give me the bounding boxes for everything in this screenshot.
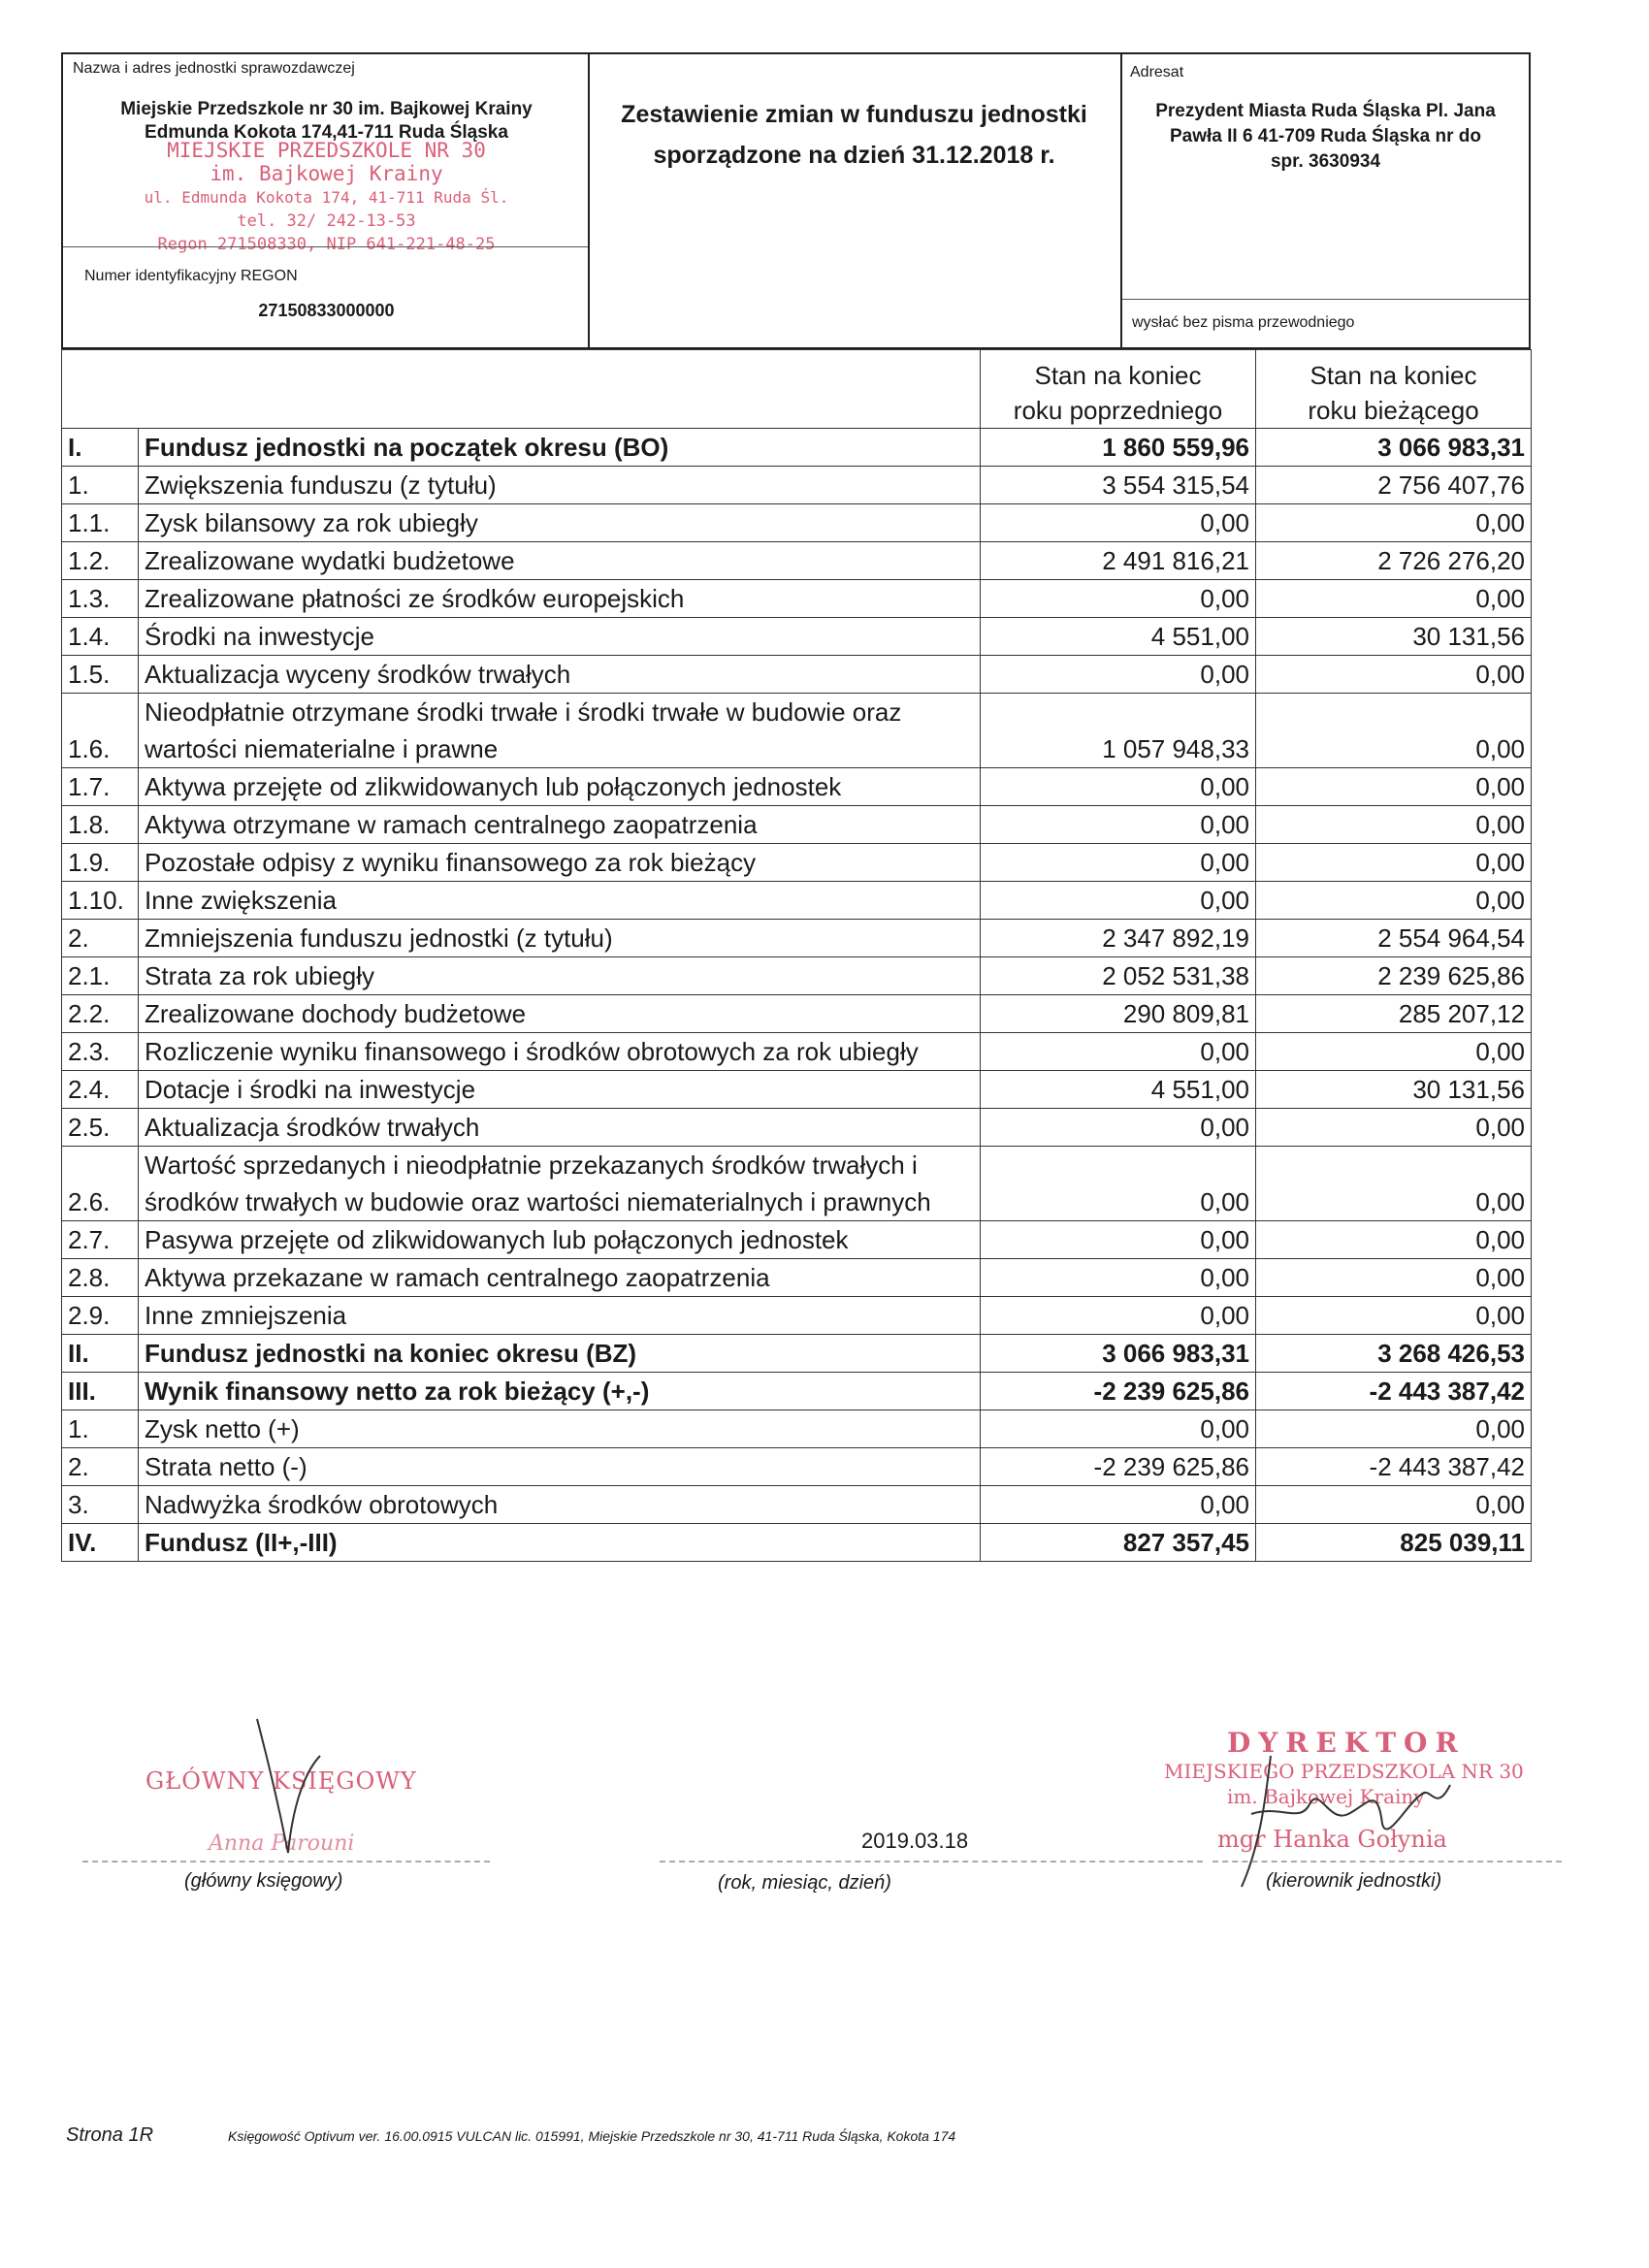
table-row bbox=[62, 429, 1532, 467]
addressee-name: Prezydent Miasta Ruda Śląska Pl. Jana bbox=[1155, 101, 1496, 121]
table-row bbox=[62, 1071, 1532, 1109]
table-row bbox=[62, 844, 1532, 882]
value-prev-year: 1 057 948,33 bbox=[981, 694, 1256, 768]
unit-address: Edmunda Kokota 174,41-711 Ruda Śląska bbox=[145, 122, 508, 143]
report-date: sporządzone na dzień 31.12.2018 r. bbox=[653, 142, 1055, 169]
row-label: Zysk bilansowy za rok ubiegły bbox=[139, 504, 981, 542]
value-curr-year: 0,00 bbox=[1256, 1221, 1532, 1259]
value-curr-year: 0,00 bbox=[1256, 656, 1532, 694]
value-prev-year: 4 551,00 bbox=[981, 618, 1256, 656]
director-signature-line bbox=[1212, 1861, 1562, 1863]
value-curr-year: 0,00 bbox=[1256, 1033, 1532, 1071]
table-row bbox=[62, 1448, 1532, 1486]
header-blank-cell bbox=[62, 350, 981, 429]
table-row bbox=[62, 1297, 1532, 1335]
value-prev-year: 2 052 531,38 bbox=[981, 957, 1256, 995]
table-row bbox=[62, 580, 1532, 618]
table-row bbox=[62, 1259, 1532, 1297]
report-title-box bbox=[590, 54, 1122, 347]
value-curr-year: 0,00 bbox=[1256, 1147, 1532, 1221]
value-prev-year: 0,00 bbox=[981, 504, 1256, 542]
row-label: Inne zwiększenia bbox=[139, 882, 981, 920]
table-row bbox=[62, 1410, 1532, 1448]
value-prev-year: 0,00 bbox=[981, 1259, 1256, 1297]
row-label: Strata netto (-) bbox=[139, 1448, 981, 1486]
value-prev-year: 1 860 559,96 bbox=[981, 429, 1256, 467]
signature-date: 2019.03.18 bbox=[861, 1829, 969, 1853]
table-row bbox=[62, 1109, 1532, 1147]
addressee-label: Adresat bbox=[1130, 64, 1184, 81]
value-curr-year: 0,00 bbox=[1256, 806, 1532, 844]
value-prev-year: -2 239 625,86 bbox=[981, 1373, 1256, 1410]
column-header-text: Stan na koniec bbox=[1034, 361, 1202, 390]
value-prev-year: 0,00 bbox=[981, 768, 1256, 806]
column-header-curr-year bbox=[1256, 350, 1532, 429]
addressee-box bbox=[1122, 54, 1529, 347]
value-prev-year: 0,00 bbox=[981, 806, 1256, 844]
row-label: Inne zmniejszenia bbox=[139, 1297, 981, 1335]
row-number: 1.6. bbox=[62, 694, 139, 768]
accountant-stamp-title: GŁÓWNY KSIĘGOWY bbox=[146, 1767, 417, 1795]
value-curr-year: 0,00 bbox=[1256, 1410, 1532, 1448]
value-curr-year: 30 131,56 bbox=[1256, 1071, 1532, 1109]
value-curr-year: 0,00 bbox=[1256, 1259, 1532, 1297]
row-label: Aktywa otrzymane w ramach centralnego zaopatrzenia bbox=[139, 806, 981, 844]
value-curr-year: 3 268 426,53 bbox=[1256, 1335, 1532, 1373]
value-curr-year: 0,00 bbox=[1256, 694, 1532, 768]
date-line bbox=[660, 1861, 1203, 1863]
row-label: Aktualizacja wyceny środków trwałych bbox=[139, 656, 981, 694]
table-row bbox=[62, 957, 1532, 995]
value-curr-year: 3 066 983,31 bbox=[1256, 429, 1532, 467]
row-label: Rozliczenie wyniku finansowego i środków obrotowych za rok ubiegły bbox=[139, 1033, 981, 1071]
value-curr-year: 0,00 bbox=[1256, 768, 1532, 806]
value-curr-year: 2 756 407,76 bbox=[1256, 467, 1532, 504]
unit-stamp-line: tel. 32/ 242-13-53 bbox=[237, 211, 416, 231]
table-header-row bbox=[62, 350, 1532, 429]
value-prev-year: 0,00 bbox=[981, 1033, 1256, 1071]
row-number: 1.2. bbox=[62, 542, 139, 580]
addressee-address: Pawła II 6 41-709 Ruda Śląska nr do bbox=[1169, 126, 1482, 146]
row-label: Fundusz jednostki na początek okresu (BO) bbox=[139, 429, 981, 467]
row-label: Pozostałe odpisy z wyniku finansowego za rok bieżący bbox=[139, 844, 981, 882]
value-curr-year: -2 443 387,42 bbox=[1256, 1373, 1532, 1410]
value-curr-year: 0,00 bbox=[1256, 580, 1532, 618]
value-prev-year: -2 239 625,86 bbox=[981, 1448, 1256, 1486]
table-row bbox=[62, 1147, 1532, 1221]
unit-stamp-line: Regon 271508330, NIP 641-221-48-25 bbox=[157, 235, 496, 254]
row-label: Zrealizowane wydatki budżetowe bbox=[139, 542, 981, 580]
value-prev-year: 3 066 983,31 bbox=[981, 1335, 1256, 1373]
value-curr-year: 0,00 bbox=[1256, 1297, 1532, 1335]
row-label: Aktywa przejęte od zlikwidowanych lub połączonych jednostek bbox=[139, 768, 981, 806]
director-stamp-title: DYREKTOR bbox=[1227, 1727, 1466, 1759]
row-label: Środki na inwestycje bbox=[139, 618, 981, 656]
value-curr-year: -2 443 387,42 bbox=[1256, 1448, 1532, 1486]
value-prev-year: 0,00 bbox=[981, 1147, 1256, 1221]
send-note: wysłać bez pisma przewodniego bbox=[1132, 314, 1355, 331]
row-number: 2.4. bbox=[62, 1071, 139, 1109]
row-number: 1.4. bbox=[62, 618, 139, 656]
value-curr-year: 0,00 bbox=[1256, 1486, 1532, 1524]
value-curr-year: 0,00 bbox=[1256, 882, 1532, 920]
row-number: 1.9. bbox=[62, 844, 139, 882]
director-stamp-line: MIEJSKIEGO PRZEDSZKOLA NR 30 bbox=[1164, 1760, 1524, 1783]
table-row bbox=[62, 806, 1532, 844]
reporting-unit-box bbox=[63, 54, 590, 347]
row-number: 2.9. bbox=[62, 1297, 139, 1335]
value-curr-year: 0,00 bbox=[1256, 844, 1532, 882]
value-prev-year: 3 554 315,54 bbox=[981, 467, 1256, 504]
value-curr-year: 30 131,56 bbox=[1256, 618, 1532, 656]
unit-stamp-line: im. Bajkowej Krainy bbox=[210, 162, 443, 185]
value-prev-year: 0,00 bbox=[981, 1221, 1256, 1259]
table-row bbox=[62, 1221, 1532, 1259]
value-curr-year: 0,00 bbox=[1256, 1109, 1532, 1147]
table-row bbox=[62, 995, 1532, 1033]
row-number: 2.1. bbox=[62, 957, 139, 995]
unit-stamp-line: MIEJSKIE PRZEDSZKOLE NR 30 bbox=[167, 139, 486, 162]
row-number: 2.5. bbox=[62, 1109, 139, 1147]
row-number: 1.7. bbox=[62, 768, 139, 806]
row-label: Zrealizowane płatności ze środków europejskich bbox=[139, 580, 981, 618]
value-prev-year: 0,00 bbox=[981, 1486, 1256, 1524]
value-curr-year: 2 554 964,54 bbox=[1256, 920, 1532, 957]
row-number: 1.3. bbox=[62, 580, 139, 618]
row-label: Aktywa przekazane w ramach centralnego zaopatrzenia bbox=[139, 1259, 981, 1297]
row-label: Zrealizowane dochody budżetowe bbox=[139, 995, 981, 1033]
row-label: Zwiększenia funduszu (z tytułu) bbox=[139, 467, 981, 504]
row-number: IV. bbox=[62, 1524, 139, 1562]
table-body bbox=[62, 429, 1532, 1562]
table-row bbox=[62, 1033, 1532, 1071]
director-stamp-line: im. Bajkowej Krainy bbox=[1227, 1785, 1425, 1808]
value-curr-year: 825 039,11 bbox=[1256, 1524, 1532, 1562]
unit-divider bbox=[63, 246, 588, 247]
table-row bbox=[62, 920, 1532, 957]
table-row bbox=[62, 1486, 1532, 1524]
value-curr-year: 2 239 625,86 bbox=[1256, 957, 1532, 995]
table-row bbox=[62, 1335, 1532, 1373]
column-header-text: roku bieżącego bbox=[1308, 396, 1479, 425]
table-row bbox=[62, 504, 1532, 542]
unit-stamp bbox=[63, 140, 590, 256]
accountant-stamp-name: Anna Parouni bbox=[209, 1831, 355, 1856]
page-number: Strona 1R bbox=[66, 2124, 154, 2146]
addressee-ref: spr. 3630934 bbox=[1270, 151, 1381, 172]
row-number: 1.5. bbox=[62, 656, 139, 694]
row-label: Wynik finansowy netto za rok bieżący (+,-) bbox=[139, 1373, 981, 1410]
row-label: Strata za rok ubiegły bbox=[139, 957, 981, 995]
row-number: 2.6. bbox=[62, 1147, 139, 1221]
regon-label: Numer identyfikacyjny REGON bbox=[84, 268, 298, 284]
unit-name: Miejskie Przedszkole nr 30 im. Bajkowej Krainy bbox=[120, 99, 533, 119]
row-label: Nadwyżka środków obrotowych bbox=[139, 1486, 981, 1524]
value-curr-year: 0,00 bbox=[1256, 504, 1532, 542]
row-label: Wartość sprzedanych i nieodpłatnie przekazanych środków trwałych i środków trwałych w budowie oraz wartości niematerialnych i prawnych bbox=[139, 1147, 981, 1221]
value-prev-year: 827 357,45 bbox=[981, 1524, 1256, 1562]
table-row bbox=[62, 882, 1532, 920]
fund-changes-table bbox=[61, 349, 1532, 1562]
table-row bbox=[62, 656, 1532, 694]
row-number: I. bbox=[62, 429, 139, 467]
row-number: III. bbox=[62, 1373, 139, 1410]
value-prev-year: 2 491 816,21 bbox=[981, 542, 1256, 580]
value-prev-year: 0,00 bbox=[981, 1410, 1256, 1448]
director-stamp-line: mgr Hanka Gołynia bbox=[1217, 1826, 1447, 1853]
table-row bbox=[62, 768, 1532, 806]
report-header bbox=[61, 52, 1531, 349]
row-number: 1.10. bbox=[62, 882, 139, 920]
column-header-text: roku poprzedniego bbox=[1013, 396, 1223, 425]
row-label: Zysk netto (+) bbox=[139, 1410, 981, 1448]
column-header-prev-year bbox=[981, 350, 1256, 429]
table-row bbox=[62, 1524, 1532, 1562]
unit-label: Nazwa i adres jednostki sprawozdawczej bbox=[73, 60, 355, 77]
row-number: 2.7. bbox=[62, 1221, 139, 1259]
accountant-caption: (główny księgowy) bbox=[184, 1870, 343, 1892]
row-number: 2.2. bbox=[62, 995, 139, 1033]
table-row bbox=[62, 694, 1532, 768]
value-prev-year: 4 551,00 bbox=[981, 1071, 1256, 1109]
row-number: 3. bbox=[62, 1486, 139, 1524]
row-number: 1.8. bbox=[62, 806, 139, 844]
value-prev-year: 0,00 bbox=[981, 656, 1256, 694]
director-caption: (kierownik jednostki) bbox=[1266, 1870, 1442, 1892]
value-curr-year: 2 726 276,20 bbox=[1256, 542, 1532, 580]
row-label: Fundusz (II+,-III) bbox=[139, 1524, 981, 1562]
row-label: Pasywa przejęte od zlikwidowanych lub połączonych jednostek bbox=[139, 1221, 981, 1259]
row-label: Fundusz jednostki na koniec okresu (BZ) bbox=[139, 1335, 981, 1373]
addressee-divider bbox=[1122, 299, 1529, 300]
accountant-signature-line bbox=[82, 1861, 490, 1863]
table-row bbox=[62, 542, 1532, 580]
row-number: 2. bbox=[62, 920, 139, 957]
unit-stamp-line: ul. Edmunda Kokota 174, 41-711 Ruda Śl. bbox=[144, 188, 509, 207]
row-number: 2. bbox=[62, 1448, 139, 1486]
row-number: 1.1. bbox=[62, 504, 139, 542]
value-prev-year: 0,00 bbox=[981, 882, 1256, 920]
row-number: 2.8. bbox=[62, 1259, 139, 1297]
regon-value: 27150833000000 bbox=[258, 301, 395, 320]
value-prev-year: 0,00 bbox=[981, 580, 1256, 618]
report-title: Zestawienie zmian w funduszu jednostki bbox=[621, 101, 1087, 128]
table-row bbox=[62, 1373, 1532, 1410]
row-label: Aktualizacja środków trwałych bbox=[139, 1109, 981, 1147]
row-number: II. bbox=[62, 1335, 139, 1373]
value-curr-year: 285 207,12 bbox=[1256, 995, 1532, 1033]
row-label: Dotacje i środki na inwestycje bbox=[139, 1071, 981, 1109]
row-number: 1. bbox=[62, 467, 139, 504]
value-prev-year: 2 347 892,19 bbox=[981, 920, 1256, 957]
value-prev-year: 0,00 bbox=[981, 1109, 1256, 1147]
column-header-text: Stan na koniec bbox=[1310, 361, 1477, 390]
row-label: Nieodpłatnie otrzymane środki trwałe i środki trwałe w budowie oraz wartości niematerialne i prawne bbox=[139, 694, 981, 768]
date-caption: (rok, miesiąc, dzień) bbox=[718, 1872, 891, 1894]
value-prev-year: 0,00 bbox=[981, 844, 1256, 882]
table-row bbox=[62, 618, 1532, 656]
table-row bbox=[62, 467, 1532, 504]
value-prev-year: 0,00 bbox=[981, 1297, 1256, 1335]
row-number: 1. bbox=[62, 1410, 139, 1448]
accountant-signature-icon bbox=[247, 1717, 325, 1863]
row-number: 2.3. bbox=[62, 1033, 139, 1071]
row-label: Zmniejszenia funduszu jednostki (z tytułu) bbox=[139, 920, 981, 957]
value-prev-year: 290 809,81 bbox=[981, 995, 1256, 1033]
software-footer: Księgowość Optivum ver. 16.00.0915 VULCAN lic. 015991, Miejskie Przedszkole nr 30, 41-711 Ruda Śląska, Kokota 174 bbox=[228, 2128, 956, 2144]
